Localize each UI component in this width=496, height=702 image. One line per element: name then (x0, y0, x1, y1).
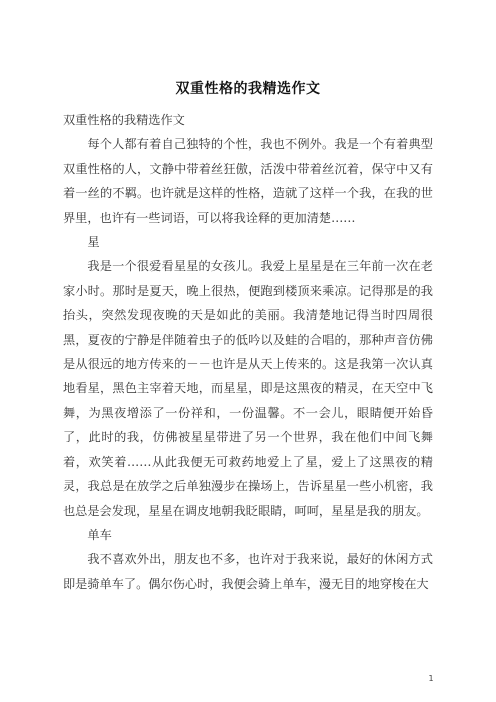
paragraph-star: 我是一个很爱看星星的女孩儿。我爱上星星是在三年前一次在老家小时。那时是夏天，晚上很热，便跑到楼顶来乘凉。记得那是的我抬头，突然发现夜晚的天是如此的美丽。我清楚地记得当时四周很黑，夏夜的宁静是伴随着虫子的低吟以及蛙的合唱的，那种声音仿佛是从很远的地方传来的－－也许是从天上传来的。这是我第一次认真地看星，黑色主宰着天地，而星星，即是这黑夜的精灵，在天空中飞舞，为黑夜增添了一份祥和，一份温馨。不一会儿，眼睛便开始昏了，此时的我，仿佛被星星带进了另一个世界，我在他们中间飞舞着，欢笑着……从此我便无可救药地爱上了星，爱上了这黑夜的精灵，我总是在放学之后单独漫步在操场上，告诉星星一些小机密，我也总是会发现，星星在调皮地朝我眨眼睛，呵呵，星星是我的朋友。 (63, 259, 433, 518)
document-title: 双重性格的我精选作文 (175, 81, 321, 97)
page-number: 1 (428, 674, 434, 683)
paragraph-bicycle: 我不喜欢外出，朋友也不多，也许对于我来说，最好的休闲方式即是骑单车了。偶尔伤心时，我便会骑上单车，漫无目的地穿梭在大 (63, 552, 433, 591)
paragraph-intro: 每个人都有着自己独特的个性，我也不例外。我是一个有着典型双重性格的人，文静中带着丝狂傲，活泼中带着丝沉着，保守中又有着一丝的不羁。也许就是这样的性格，造就了这样一个我，在我的世界里，也许有一些词语，可以将我诠释的更加清楚…… (63, 137, 433, 225)
section-heading-bicycle: 单车 (87, 527, 112, 542)
document-subtitle: 双重性格的我精选作文 (63, 113, 185, 127)
document-body (63, 108, 433, 596)
section-heading-star: 星 (87, 235, 100, 250)
